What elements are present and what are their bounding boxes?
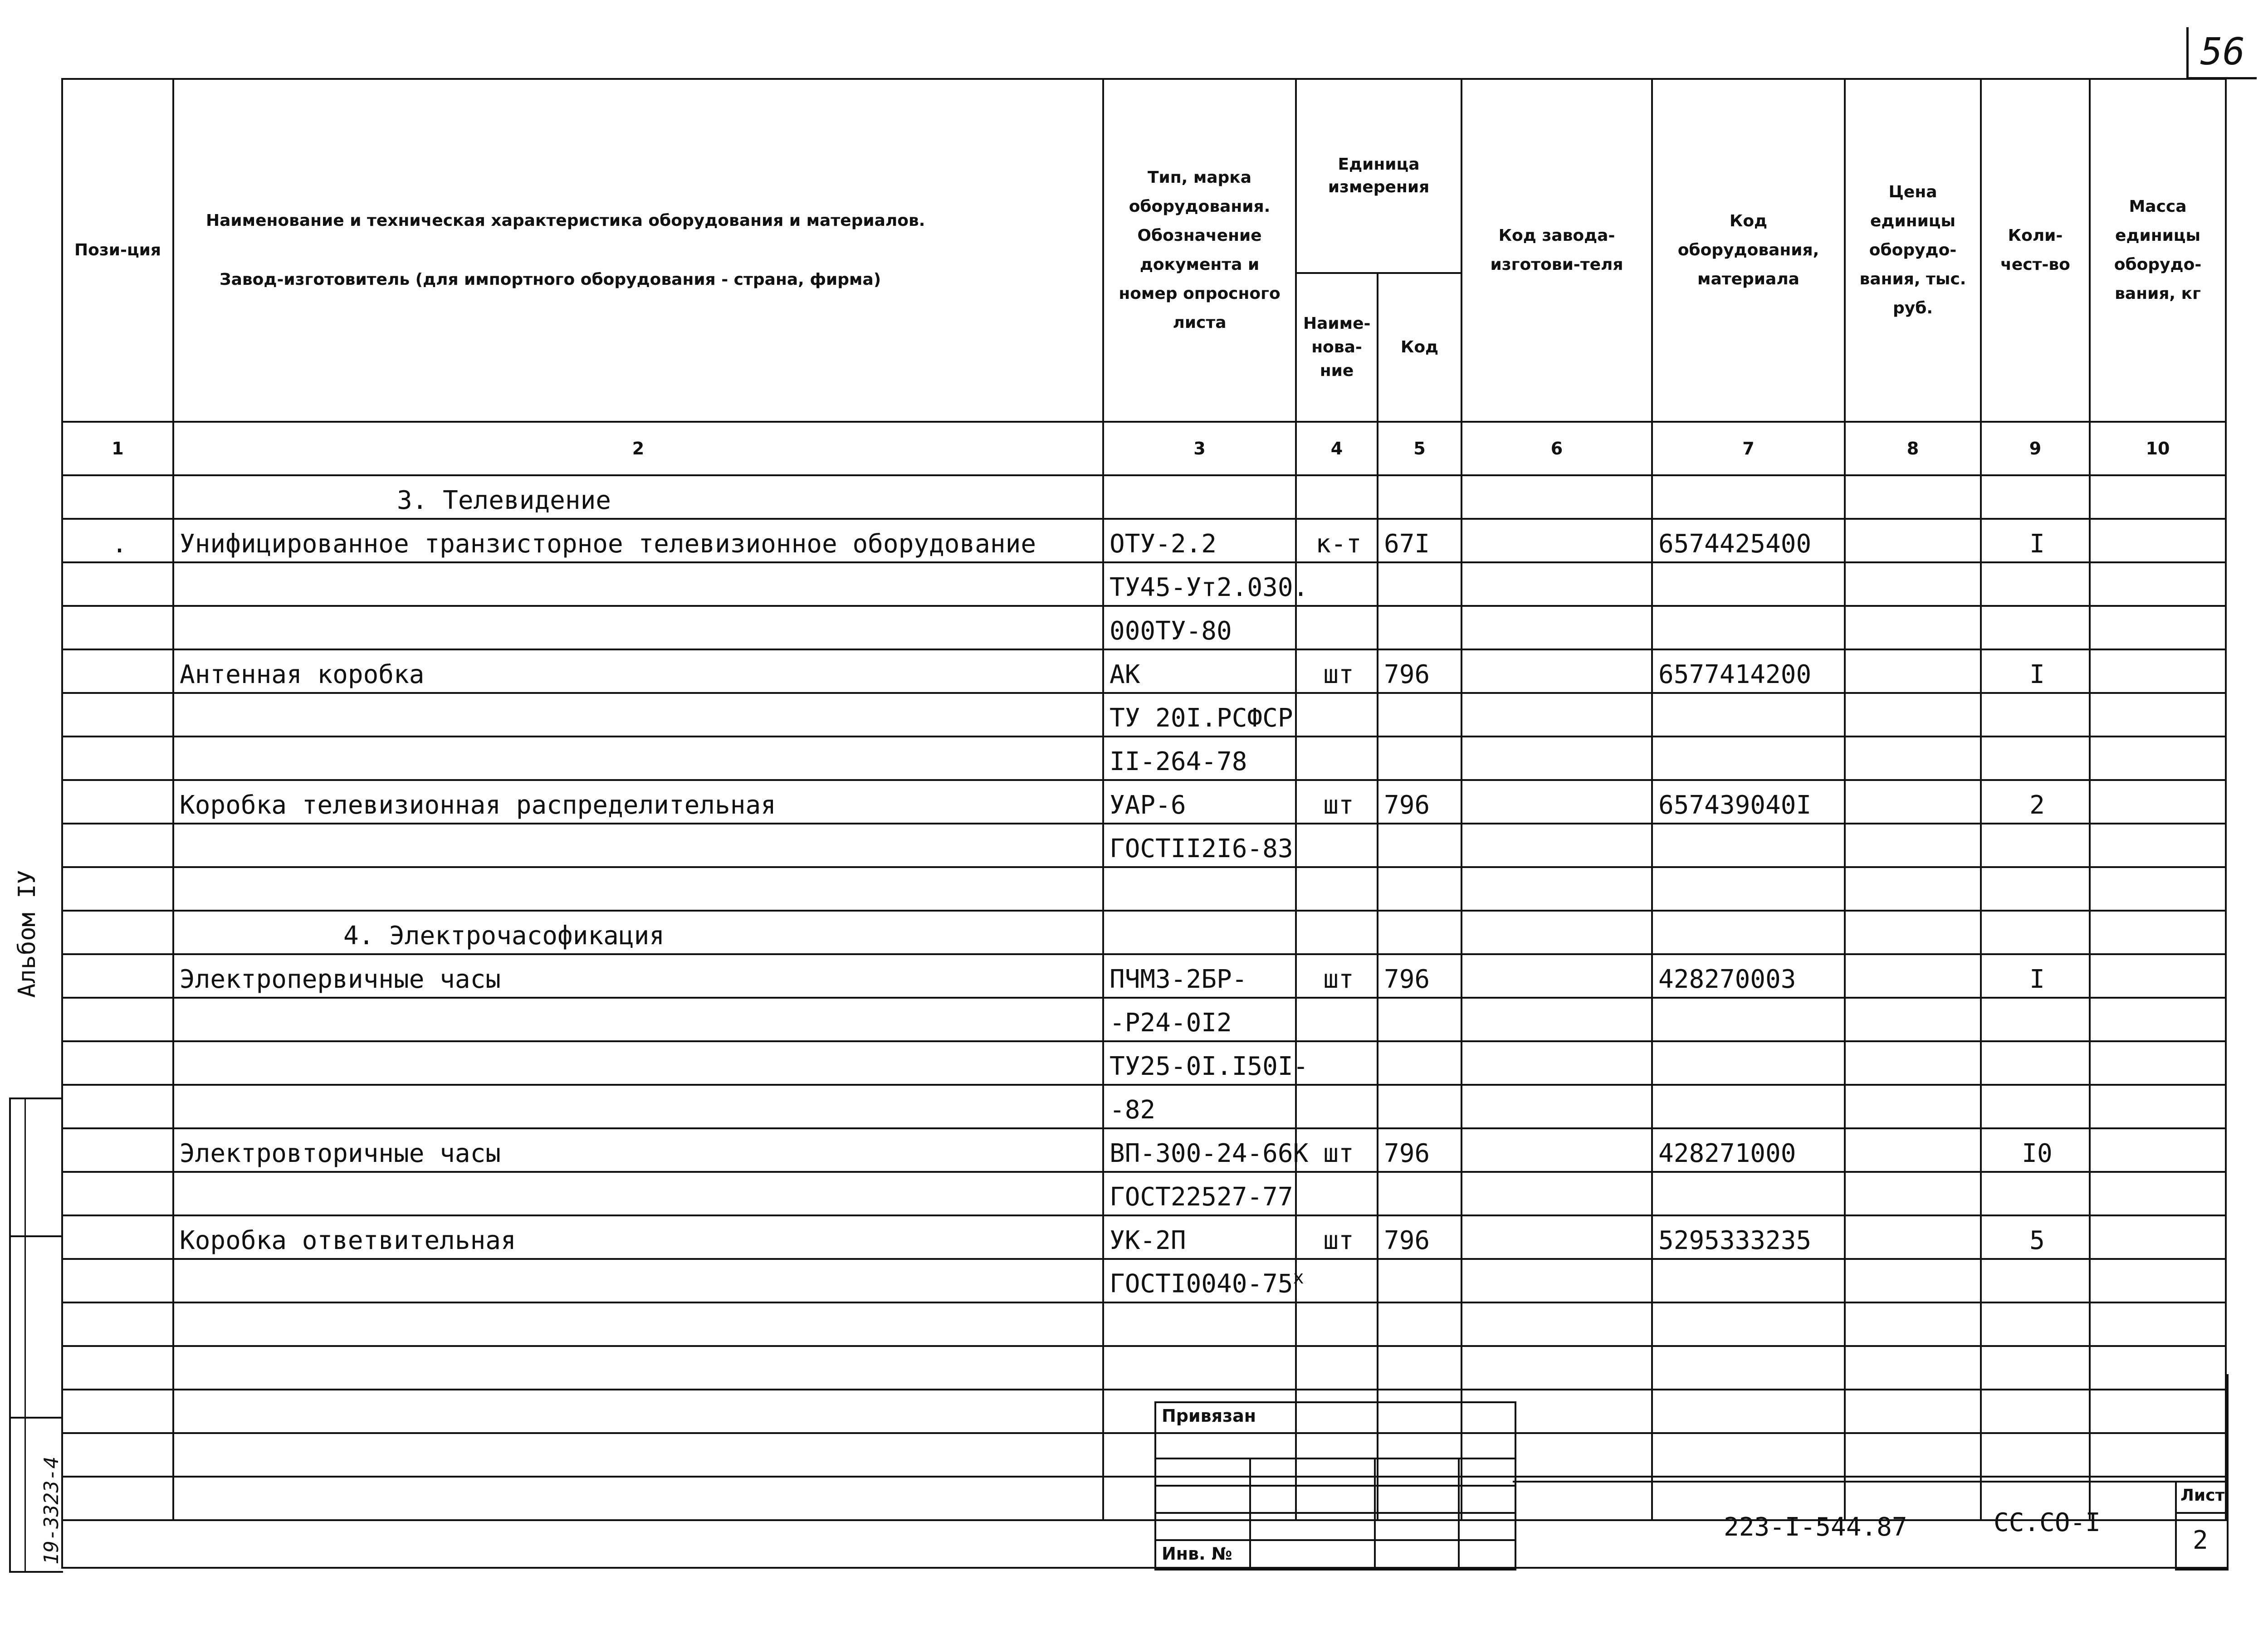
unit-name-cell [1296, 475, 1378, 519]
position-cell [62, 1085, 173, 1128]
mass-cell [2090, 1172, 2226, 1215]
mass-cell [2090, 649, 2226, 693]
title-block-top-line [1513, 1481, 2225, 1483]
item-name-cell: Коробка ответвительная [173, 1215, 1103, 1259]
mass-cell [2090, 824, 2226, 867]
section-title: 3. Телевидение [396, 486, 611, 515]
item-name-cell [173, 1041, 1103, 1085]
price-cell [1845, 824, 1981, 867]
item-name-cell [173, 1302, 1103, 1346]
item-name-cell [173, 1085, 1103, 1128]
table-row [62, 519, 2226, 562]
material-code-cell: 428270003 [1652, 954, 1845, 998]
factory-code-cell [1461, 519, 1652, 562]
section-title: 4. Электрочасофикация [343, 921, 665, 951]
type-mark-cell: ВП-300-24-66К [1103, 1128, 1296, 1172]
mass-cell [2090, 1259, 2226, 1302]
factory-code-cell [1461, 1085, 1652, 1128]
left-stamp-strip [9, 1097, 63, 1573]
mass-cell [2090, 519, 2226, 562]
unit-name-cell [1296, 737, 1378, 780]
material-code-cell [1652, 693, 1845, 737]
position-cell [62, 649, 173, 693]
unit-name-cell [1296, 1259, 1378, 1302]
header-type: Тип, марка оборудования. Обозначение документа и номер опросного листа [1103, 79, 1296, 422]
type-mark-cell: ТУ 20I.РСФСР [1103, 693, 1296, 737]
quantity-cell [1981, 475, 2090, 519]
material-code-cell: 6577414200 [1652, 649, 1845, 693]
material-code-cell [1652, 737, 1845, 780]
type-mark-cell: УАР-6 [1103, 780, 1296, 824]
factory-code-cell [1461, 1215, 1652, 1259]
factory-code-cell [1461, 1172, 1652, 1215]
mass-cell [2090, 1085, 2226, 1128]
position-cell [62, 954, 173, 998]
quantity-cell [1981, 562, 2090, 606]
document-code: 223-I-544.87 [1724, 1512, 1907, 1542]
mass-cell [2090, 1302, 2226, 1346]
material-code-cell [1652, 998, 1845, 1041]
header-quantity: Коли-чест-во [1981, 79, 2090, 422]
price-cell [1845, 693, 1981, 737]
type-mark-cell: ПЧМЗ-2БР- [1103, 954, 1296, 998]
linked-label: Привязан [1162, 1406, 1256, 1426]
table-row [62, 562, 2226, 606]
unit-code-cell [1378, 1085, 1461, 1128]
factory-code-cell [1461, 954, 1652, 998]
quantity-cell: I [1981, 954, 2090, 998]
mass-cell [2090, 998, 2226, 1041]
unit-name-cell: к-т [1296, 519, 1378, 562]
sheet-label: Лист [2180, 1486, 2225, 1505]
quantity-cell: I0 [1981, 1128, 2090, 1172]
factory-code-cell [1461, 911, 1652, 954]
unit-name-cell [1296, 998, 1378, 1041]
type-mark-cell: ТУ25-0I.I50I- [1103, 1041, 1296, 1085]
price-cell [1845, 606, 1981, 649]
header-name-line2: Завод-изготовитель (для импортного оборудования - страна, фирма) [220, 270, 881, 289]
unit-name-cell [1296, 693, 1378, 737]
mass-cell [2090, 737, 2226, 780]
factory-code-cell [1461, 693, 1652, 737]
price-cell [1845, 867, 1981, 911]
quantity-cell [1981, 1302, 2090, 1346]
position-cell [62, 737, 173, 780]
mass-cell [2090, 606, 2226, 649]
price-cell [1845, 954, 1981, 998]
position-cell [62, 606, 173, 649]
item-name-cell [173, 911, 1103, 954]
mass-cell [2090, 1128, 2226, 1172]
quantity-cell [1981, 911, 2090, 954]
unit-code-cell [1378, 1259, 1461, 1302]
material-code-cell [1652, 1259, 1845, 1302]
type-mark-cell: АК [1103, 649, 1296, 693]
quantity-cell [1981, 1259, 2090, 1302]
table-row [62, 1302, 2226, 1346]
colnum: 10 [2090, 422, 2226, 475]
document-mark: СС.СО-I [1994, 1508, 2101, 1537]
factory-code-cell [1461, 1128, 1652, 1172]
mass-cell [2090, 562, 2226, 606]
item-name-cell [173, 693, 1103, 737]
table-row [62, 1041, 2226, 1085]
unit-name-cell [1296, 911, 1378, 954]
unit-code-cell: 67I [1378, 519, 1461, 562]
inventory-number-label: Инв. № [1162, 1544, 1232, 1564]
price-cell [1845, 1041, 1981, 1085]
header-factory-code: Код завода-изготови-теля [1461, 79, 1652, 422]
linked-block [1154, 1401, 1516, 1571]
unit-code-cell [1378, 737, 1461, 780]
colnum: 7 [1652, 422, 1845, 475]
item-name-cell [173, 824, 1103, 867]
unit-name-cell: шт [1296, 1128, 1378, 1172]
quantity-cell [1981, 1085, 2090, 1128]
specification-table [61, 78, 2227, 1521]
colnum: 2 [173, 422, 1103, 475]
material-code-cell [1652, 1302, 1845, 1346]
colnum: 6 [1461, 422, 1652, 475]
item-name-cell [173, 475, 1103, 519]
unit-code-cell: 796 [1378, 954, 1461, 998]
unit-code-cell [1378, 606, 1461, 649]
unit-name-cell [1296, 1172, 1378, 1215]
price-cell [1845, 1302, 1981, 1346]
position-cell [62, 475, 173, 519]
material-code-cell [1652, 911, 1845, 954]
position-cell [62, 1302, 173, 1346]
item-name-cell [173, 562, 1103, 606]
sheet-value: 2 [2193, 1526, 2208, 1555]
price-cell [1845, 1259, 1981, 1302]
type-mark-cell [1103, 475, 1296, 519]
material-code-cell [1652, 1041, 1845, 1085]
unit-name-cell [1296, 562, 1378, 606]
unit-name-cell [1296, 1302, 1378, 1346]
type-mark-cell: -Р24-0I2 [1103, 998, 1296, 1041]
quantity-cell [1981, 737, 2090, 780]
price-cell [1845, 562, 1981, 606]
mass-cell [2090, 780, 2226, 824]
price-cell [1845, 737, 1981, 780]
unit-name-cell: шт [1296, 649, 1378, 693]
position-cell [62, 1172, 173, 1215]
unit-code-cell [1378, 911, 1461, 954]
header-material-code: Код оборудования, материала [1652, 79, 1845, 422]
unit-name-cell [1296, 1085, 1378, 1128]
header-unit-name: Наиме-нова-ние [1296, 273, 1378, 422]
factory-code-cell [1461, 780, 1652, 824]
position-cell [62, 1259, 173, 1302]
position-cell [62, 693, 173, 737]
quantity-cell: 2 [1981, 780, 2090, 824]
colnum: 9 [1981, 422, 2090, 475]
table-row [62, 911, 2226, 954]
unit-code-cell: 796 [1378, 1128, 1461, 1172]
mass-cell [2090, 954, 2226, 998]
type-mark-cell: 000ТУ-80 [1103, 606, 1296, 649]
unit-name-cell: шт [1296, 780, 1378, 824]
item-name-cell: Антенная коробка [173, 649, 1103, 693]
item-name-cell: Коробка телевизионная распределительная [173, 780, 1103, 824]
position-cell [62, 780, 173, 824]
unit-code-cell [1378, 824, 1461, 867]
price-cell [1845, 649, 1981, 693]
table-body [62, 475, 2226, 1520]
mass-cell [2090, 475, 2226, 519]
colnum: 3 [1103, 422, 1296, 475]
position-cell [62, 824, 173, 867]
unit-code-cell [1378, 1302, 1461, 1346]
unit-code-cell [1378, 475, 1461, 519]
material-code-cell [1652, 1085, 1845, 1128]
header-name [173, 79, 1103, 422]
unit-code-cell [1378, 562, 1461, 606]
table-row [62, 1085, 2226, 1128]
material-code-cell [1652, 867, 1845, 911]
superscript: x [1293, 1267, 1304, 1288]
table-row [62, 475, 2226, 519]
factory-code-cell [1461, 737, 1652, 780]
mass-cell [2090, 693, 2226, 737]
item-name-cell [173, 737, 1103, 780]
factory-code-cell [1461, 606, 1652, 649]
type-mark-cell [1103, 911, 1296, 954]
table-row [62, 693, 2226, 737]
header-price: Цена единицы оборудо-вания, тыс. руб. [1845, 79, 1981, 422]
item-name-cell [173, 606, 1103, 649]
table-row [62, 1215, 2226, 1259]
item-name-cell [173, 1172, 1103, 1215]
type-mark-cell [1103, 867, 1296, 911]
material-code-cell: 5295333235 [1652, 1215, 1845, 1259]
type-mark-cell: ТУ45-Ут2.030. [1103, 562, 1296, 606]
material-code-cell [1652, 606, 1845, 649]
factory-code-cell [1461, 475, 1652, 519]
type-mark-cell: ГОСТII2I6-83 [1103, 824, 1296, 867]
type-mark-cell: ГОСТI0040-75$^x$ [1103, 1259, 1296, 1302]
colnum: 8 [1845, 422, 1981, 475]
unit-name-cell [1296, 867, 1378, 911]
unit-code-cell [1378, 1041, 1461, 1085]
type-mark-cell: II-264-78 [1103, 737, 1296, 780]
price-cell [1845, 998, 1981, 1041]
unit-code-cell [1378, 867, 1461, 911]
unit-name-cell: шт [1296, 954, 1378, 998]
price-cell [1845, 1128, 1981, 1172]
quantity-cell: I [1981, 519, 2090, 562]
material-code-cell [1652, 1172, 1845, 1215]
header-unit-code: Код [1378, 273, 1461, 422]
unit-code-cell: 796 [1378, 780, 1461, 824]
header-mass: Масса единицы оборудо-вания, кг [2090, 79, 2226, 422]
table-row [62, 780, 2226, 824]
item-name-cell: Унифицированное транзисторное телевизионное оборудование [173, 519, 1103, 562]
header-unit-group-cell [1296, 79, 1461, 273]
unit-name-cell [1296, 824, 1378, 867]
mass-cell [2090, 911, 2226, 954]
price-cell [1845, 1215, 1981, 1259]
table-row [62, 1172, 2226, 1215]
material-code-cell [1652, 562, 1845, 606]
type-mark-cell [1103, 1302, 1296, 1346]
table-row [62, 867, 2226, 911]
table-row [62, 649, 2226, 693]
type-mark-cell: ОТУ-2.2 [1103, 519, 1296, 562]
price-cell [1845, 911, 1981, 954]
table-row [62, 606, 2226, 649]
unit-code-cell [1378, 998, 1461, 1041]
table-row [62, 998, 2226, 1041]
position-cell [62, 867, 173, 911]
type-mark-cell: -82 [1103, 1085, 1296, 1128]
price-cell [1845, 519, 1981, 562]
quantity-cell [1981, 1172, 2090, 1215]
sheet-number: 56 [2186, 27, 2257, 79]
unit-code-cell [1378, 693, 1461, 737]
unit-name-cell: шт [1296, 1215, 1378, 1259]
item-name-cell [173, 867, 1103, 911]
factory-code-cell [1461, 867, 1652, 911]
factory-code-cell [1461, 998, 1652, 1041]
factory-code-cell [1461, 1302, 1652, 1346]
album-label: Альбом IУ [14, 870, 41, 998]
factory-code-cell [1461, 1041, 1652, 1085]
colnum: 4 [1296, 422, 1378, 475]
table-row [62, 1128, 2226, 1172]
position-cell [62, 911, 173, 954]
quantity-cell [1981, 824, 2090, 867]
quantity-cell [1981, 1041, 2090, 1085]
mass-cell [2090, 1215, 2226, 1259]
colnum: 5 [1378, 422, 1461, 475]
quantity-cell [1981, 693, 2090, 737]
unit-code-cell: 796 [1378, 649, 1461, 693]
item-name-cell [173, 1259, 1103, 1302]
price-cell [1845, 475, 1981, 519]
quantity-cell [1981, 867, 2090, 911]
table-row [62, 737, 2226, 780]
quantity-cell: 5 [1981, 1215, 2090, 1259]
table-row [62, 954, 2226, 998]
material-code-cell: 657439040I [1652, 780, 1845, 824]
material-code-cell [1652, 475, 1845, 519]
factory-code-cell [1461, 649, 1652, 693]
unit-name-cell [1296, 606, 1378, 649]
price-cell [1845, 1172, 1981, 1215]
header-name-line1: Наименование и техническая характеристика оборудования и материалов. [206, 211, 925, 230]
item-name-cell: Электровторичные часы [173, 1128, 1103, 1172]
column-number-row [62, 422, 2226, 475]
material-code-cell: 6574425400 [1652, 519, 1845, 562]
colnum: 1 [62, 422, 173, 475]
unit-code-cell: 796 [1378, 1215, 1461, 1259]
table-row [62, 824, 2226, 867]
table-row [62, 1259, 2226, 1302]
material-code-cell: 428271000 [1652, 1128, 1845, 1172]
item-name-cell [173, 998, 1103, 1041]
inventory-stamp: 19-3323-4 [40, 1456, 63, 1565]
sheet-box [2175, 1481, 2229, 1571]
type-mark-cell: УК-2П [1103, 1215, 1296, 1259]
position-cell [62, 562, 173, 606]
header-position: Пози-ция [62, 79, 173, 422]
material-code-cell [1652, 824, 1845, 867]
position-cell [62, 998, 173, 1041]
mass-cell [2090, 1041, 2226, 1085]
position-cell [62, 1215, 173, 1259]
item-name-cell: Электропервичные часы [173, 954, 1103, 998]
quantity-cell [1981, 606, 2090, 649]
header-unit-group-label: Единица измерения [1328, 155, 1430, 196]
unit-code-cell [1378, 1172, 1461, 1215]
position-cell: . [62, 519, 173, 562]
factory-code-cell [1461, 824, 1652, 867]
position-cell [62, 1041, 173, 1085]
type-mark-cell: ГОСТ22527-77 [1103, 1172, 1296, 1215]
price-cell [1845, 1085, 1981, 1128]
unit-name-cell [1296, 1041, 1378, 1085]
factory-code-cell [1461, 562, 1652, 606]
position-cell [62, 1128, 173, 1172]
quantity-cell: I [1981, 649, 2090, 693]
header-row [62, 79, 2226, 273]
quantity-cell [1981, 998, 2090, 1041]
factory-code-cell [1461, 1259, 1652, 1302]
price-cell [1845, 780, 1981, 824]
mass-cell [2090, 867, 2226, 911]
